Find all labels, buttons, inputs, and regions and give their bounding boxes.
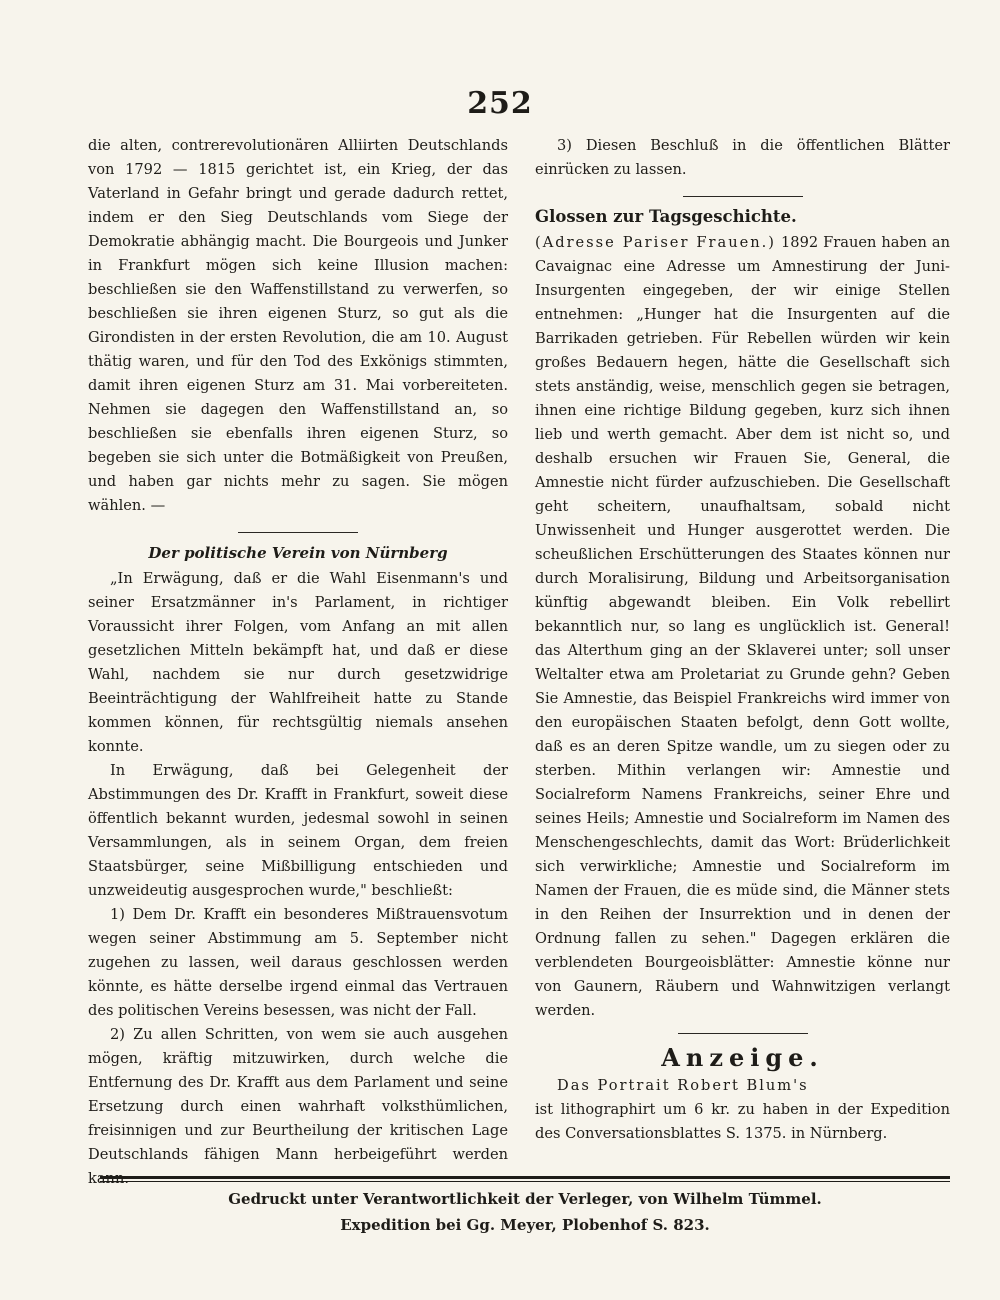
divider: [238, 532, 358, 533]
advertisement-lead-text: Das Portrait Robert Blum's: [557, 1077, 809, 1094]
page-number: 252: [467, 86, 533, 121]
resolution-item-3: 3) Diesen Beschluß in die öffentlichen Blätter einrücken zu lassen.: [535, 137, 950, 178]
advertisement-lead: [535, 1074, 950, 1098]
left-column: [88, 134, 508, 1191]
right-column: [535, 134, 950, 1146]
imprint-line-2: Expedition bei Gg. Meyer, Plobenhof S. 823.: [340, 1216, 710, 1234]
left-paragraph-2: „In Erwägung, daß er die Wahl Eisenmann's und seiner Ersatzmänner in's Parlament, in richtiger Voraussicht ihrer Folgen, vom Anfang an mit allen gesetzlichen Mitteln bekämpft hat, und daß er diese Wahl, nachdem sie nur durch gesetzwidrige Beeinträchtigung der Wahlfreiheit hatte zu Stande kommen können, für rechtsgültig niemals ansehen konnte.: [88, 570, 508, 755]
left-paragraph-1: die alten, contrerevolutionären Alliirten Deutschlands von 1792 — 1815 gerichtet ist, ein Krieg, der das Vaterland in Gefahr bringt und gerade dadurch rettet, indem er den Sieg Deutschlands vom Siege der Demokratie abhängig macht. Die Bourgeois und Junker in Frankfurt mögen sich keine Illusion machen: beschließen sie den Waffenstillstand zu verwerfen, so beschließen sie ihren eigenen Sturz, so gut als die Girondisten in der ersten Revolution, die am 10. August thätig waren, und für den Tod des Exkönigs stimmten, damit ihren eigenen Sturz am 31. Mai vorbereiteten. Nehmen sie dagegen den Waffenstillstand an, so beschließen sie ebenfalls ihren eigenen Sturz, so begeben sie sich unter die Botmäßigkeit von Preußen, und haben gar nichts mehr zu sagen. Sie mögen wählen. —: [88, 137, 508, 514]
footer-rule-thin: [100, 1181, 950, 1182]
divider: [678, 1033, 808, 1034]
glossen-subhead: (Adresse Pariser Frauen.): [535, 234, 776, 251]
left-paragraph-3: In Erwägung, daß bei Gelegenheit der Abstimmungen des Dr. Krafft in Frankfurt, soweit diese öffentlich bekannt wurden, jedesmal sowohl in seinen Versammlungen, als in seinem Organ, dem freien Staatsbürger, seine Mißbilligung entschieden und unzweideutig ausgesprochen wurde," beschließt:: [88, 762, 508, 899]
section-heading-glossen: Glossen zur Tagsgeschichte.: [535, 207, 797, 226]
advertisement-text: ist lithographirt um 6 kr. zu haben in der Expedition des Conversationsblattes S. 1375. in Nürnberg.: [535, 1101, 950, 1142]
divider: [683, 196, 803, 197]
imprint: [100, 1186, 950, 1238]
resolution-item-2: 2) Zu allen Schritten, von wem sie auch ausgehen mögen, kräftig mitzuwirken, durch welche die Entfernung des Dr. Krafft aus dem Parlament und seine Ersetzung durch einen wahrhaft volksthümlichen, freisinnigen und zur Beurtheilung der kritischen Lage Deutschlands fähigen Mann herbeigeführt werden kann.: [88, 1026, 508, 1187]
footer-rule: [100, 1176, 950, 1179]
glossen-paragraph: [535, 231, 950, 1023]
advertisement-title: Anzeige.: [661, 1043, 824, 1072]
imprint-line-1: Gedruckt unter Verantwortlichkeit der Verleger, von Wilhelm Tümmel.: [228, 1190, 822, 1208]
resolution-item-1: 1) Dem Dr. Krafft ein besonderes Mißtrauensvotum wegen seiner Abstimmung am 5. September nicht zugehen zu lassen, weil daraus geschlossen werden könnte, es hätte derselbe irgend einmal das Vertrauen des politischen Vereins besessen, was nicht der Fall.: [88, 906, 508, 1019]
section-heading-verein: Der politische Verein von Nürnberg: [148, 544, 448, 562]
glossen-text: 1892 Frauen haben an Cavaignac eine Adresse um Amnestirung der Juni-Insurgenten eingegeben, der wir einige Stellen entnehmen: „Hunger hat die Insurgenten auf die Barrikaden getrieben. Für Rebellen würden wir kein großes Bedauern hegen, hätte die Gesellschaft sich stets anständig, weise, menschlich gegen sie betragen, ihnen eine richtige Bildung gegeben, kurz sich ihnen lieb und werth gemacht. Aber dem ist nicht so, und deshalb ersuchen wir Frauen Sie, General, die Amnestie nicht fürder aufzuschieben. Die Gesellschaft geht scheitern, unaufhaltsam, sobald nicht Unwissenheit und Hunger ausgerottet werden. Die scheußlichen Erschütterungen des Staates können nur durch Moralisirung, Bildung und Arbeitsorganisation künftig abgewandt bleiben. Ein Volk rebellirt bekanntlich nur, so lang es unglücklich ist. General! das Alterthum ging an der Sklaverei unter; soll unser Weltalter etwa am Proletariat zu Grunde gehn? Geben Sie Amnestie, das Beispiel Frankreichs wird immer von den europäischen Staaten befolgt, denn Gott wollte, daß es an deren Spitze wandle, um zu siegen oder zu sterben. Mithin verlangen wir: Amnestie und Socialreform Namens Frankreichs, seiner Ehre und seines Heils; Amnestie und Socialreform im Namen des Menschengeschlechts, damit das Wort: Brüderlichkeit sich verwirkliche; Amnestie und Socialreform im Namen der Frauen, die es müde sind, die Männer stets in den Reihen der Insurrektion und in denen der Ordnung fallen zu sehen." Dagegen erklären die verblendeten Bourgeoisblätter: Amnestie könne nur von Gaunern, Räubern und Wahnwitzigen verlangt werden.: [535, 234, 950, 1019]
